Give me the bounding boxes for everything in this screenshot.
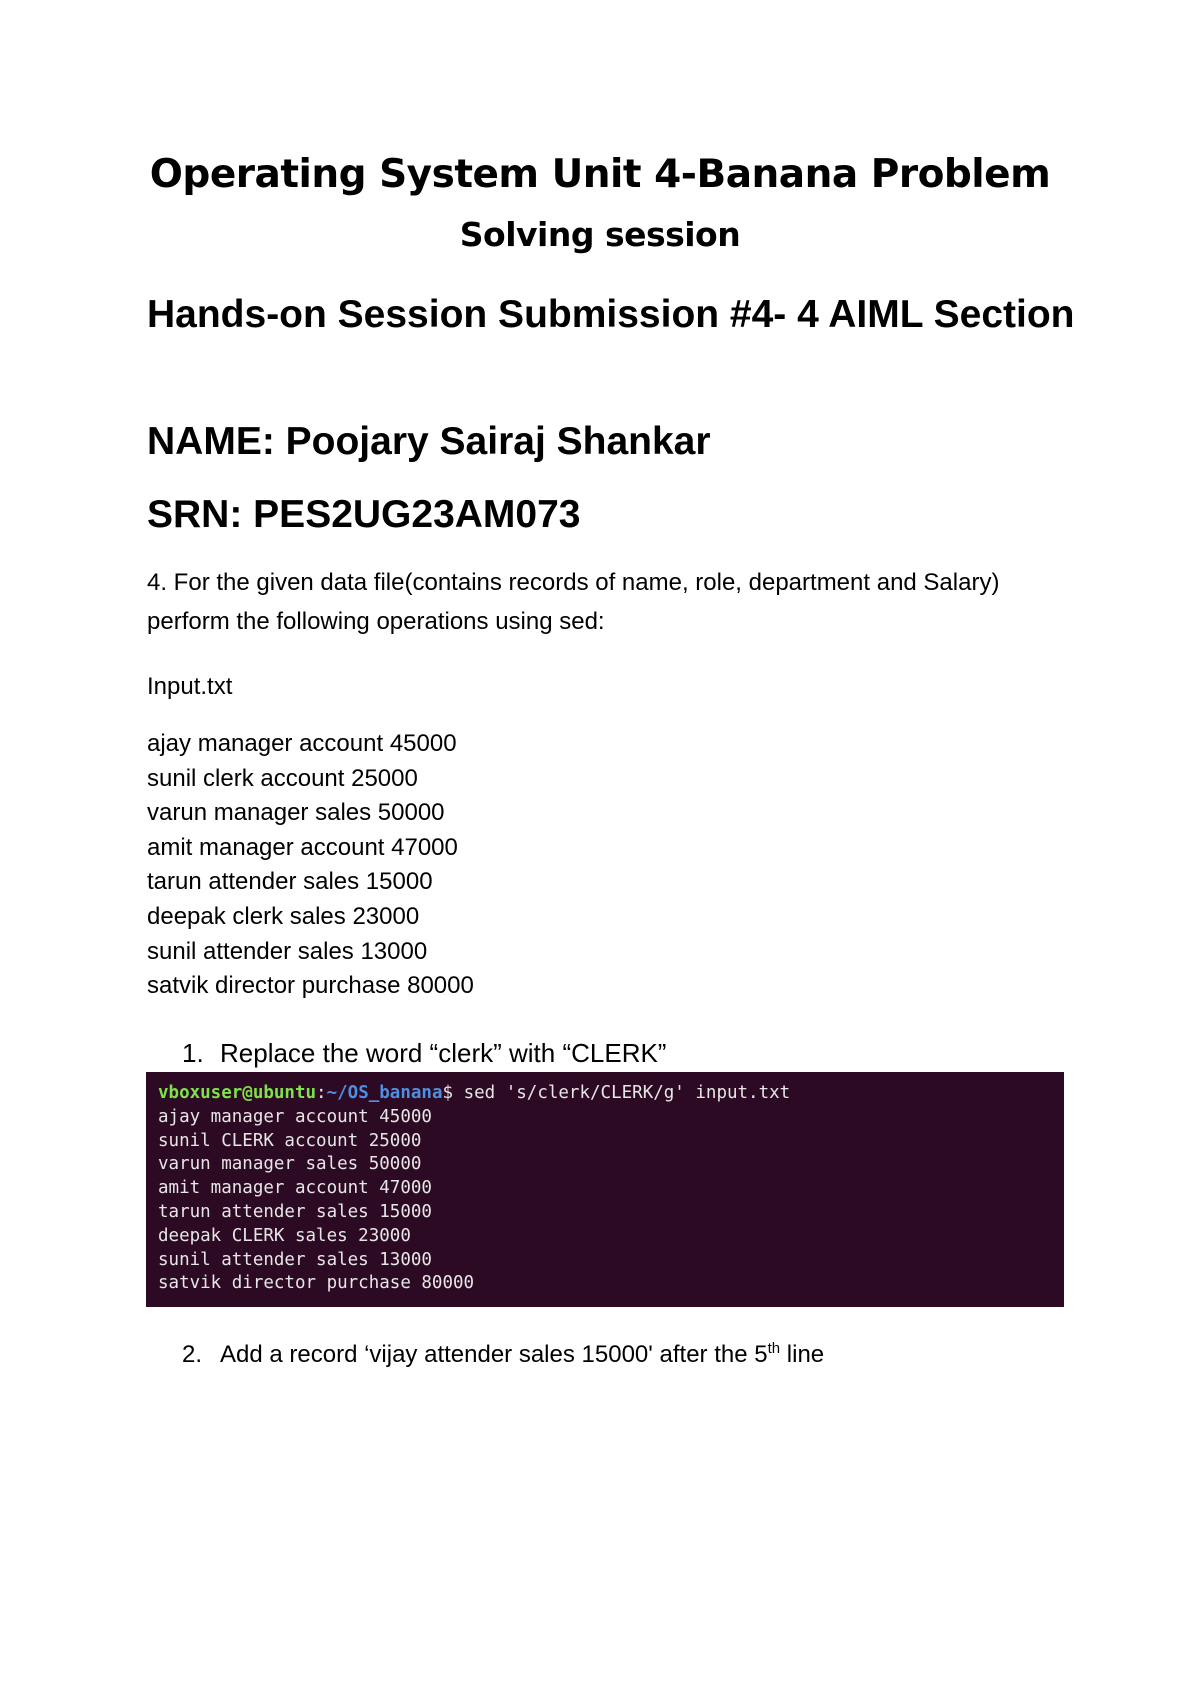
record-line: sunil clerk account 25000 — [147, 764, 418, 792]
document-subtitle: Solving session — [459, 215, 741, 254]
prompt-symbol: $ — [442, 1083, 464, 1103]
record-line: amit manager account 47000 — [147, 833, 458, 861]
terminal-screenshot — [146, 1072, 1064, 1307]
record-line: tarun attender sales 15000 — [147, 868, 433, 896]
terminal-output-line: sunil attender sales 13000 — [158, 1249, 432, 1270]
prompt-user: vboxuser@ubuntu — [158, 1083, 317, 1103]
step-2 — [182, 1340, 824, 1369]
terminal-output-line: tarun attender sales 15000 — [158, 1201, 432, 1222]
record-line: deepak clerk sales 23000 — [147, 902, 420, 930]
student-srn: SRN: PES2UG23AM073 — [147, 493, 581, 536]
terminal-output-line: amit manager account 47000 — [158, 1178, 432, 1199]
step-text-end: line — [780, 1341, 825, 1368]
document-title: Operating System Unit 4-Banana Problem — [149, 152, 1051, 197]
step-text: Add a record ‘vijay attender sales 15000' after the 5 — [220, 1341, 768, 1368]
input-file-label: Input.txt — [147, 673, 233, 700]
submission-heading: Hands-on Session Submission #4- 4 AIML Section — [147, 293, 1075, 336]
prompt-separator: : — [316, 1083, 327, 1103]
record-line: sunil attender sales 13000 — [147, 937, 428, 965]
input-records — [147, 727, 474, 1004]
terminal-prompt-line — [158, 1082, 1052, 1106]
step-superscript: th — [767, 1340, 781, 1357]
terminal-output-line: varun manager sales 50000 — [158, 1154, 422, 1175]
record-line: varun manager sales 50000 — [147, 799, 445, 827]
terminal-output-line: deepak CLERK sales 23000 — [158, 1225, 411, 1246]
terminal-output-line: satvik director purchase 80000 — [158, 1273, 475, 1294]
terminal-command: sed 's/clerk/CLERK/g' input.txt — [463, 1083, 791, 1103]
step-number: 1. — [182, 1038, 204, 1068]
terminal-output-line: sunil CLERK account 25000 — [158, 1130, 422, 1151]
step-text: Replace the word “clerk” with “CLERK” — [220, 1038, 667, 1068]
step-1 — [182, 1038, 666, 1069]
prompt-path: ~/OS_banana — [326, 1083, 443, 1103]
student-name: NAME: Poojary Sairaj Shankar — [147, 420, 711, 463]
record-line: ajay manager account 45000 — [147, 730, 457, 757]
record-line: satvik director purchase 80000 — [147, 972, 474, 1000]
step-number: 2. — [182, 1341, 203, 1368]
terminal-output-line: ajay manager account 45000 — [158, 1106, 432, 1127]
question-text: 4. For the given data file(contains records of name, role, department and Salary) perform the following operations using sed: — [147, 569, 1000, 635]
